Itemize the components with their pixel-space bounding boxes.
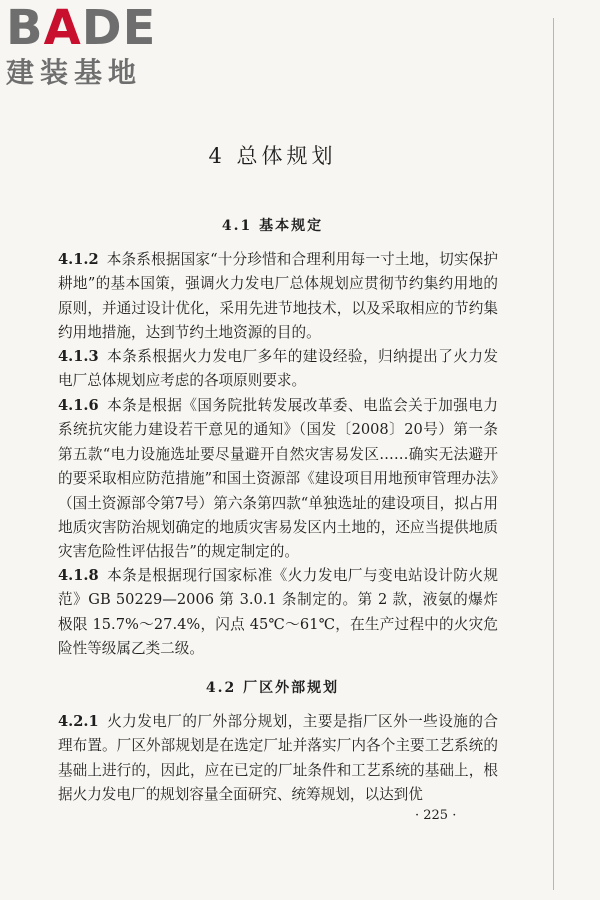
clause-text: 火力发电厂的厂外部分规划，主要是指厂区外一些设施的合理布置。厂区外部规划是在选定厂址并落实厂内各个主要工艺系统的基础上进行的，因此，应在已定的厂址条件和工艺系统的基础上，根据火力发电厂的规划容量全面研究、统筹规划，以达到优 [58,713,498,804]
clause-number: 4.1.3 [58,348,99,365]
clause-text: 本条是根据现行国家标准《火力发电厂与变电站设计防火规范》GB 50229—2006 第 3.0.1 条制定的。第 2 款，液氨的爆炸极限 15.7%～27.4%，闪点 45℃～61℃，在生产过程中的火灾危险性等级属乙类二级。 [58,567,498,658]
clause-number: 4.1.2 [58,251,99,268]
brand-subtitle: 建装基地 [6,56,143,89]
clause-number: 4.1.6 [58,397,99,414]
section-title-4-1: 4.1 基本规定 [221,218,324,234]
clause-text: 本条是根据《国务院批转发展改革委、电监会关于加强电力系统抗灾能力建设若干意见的通知》（国发〔2008〕20号）第一条第五款“电力设施选址要尽量避开自然灾害易发区……确实无法避开的要采取相应防范措施”和国土资源部《建设项目用地预审管理办法》（国土资源部令第7号）第六条第四款“单独选址的建设项目，拟占用地质灾害防治规划确定的地质灾害易发区内土地的，还应当提供地质灾害危险性评估报告”的规定制定的。 [58,397,498,561]
clause-number: 4.2.1 [58,713,99,730]
paragraph-4-1-6 [58,394,498,565]
paragraph-4-1-8 [58,564,498,662]
page-edge-divider [553,18,554,890]
paragraph-4-2-1 [58,710,498,808]
section-title-4-2: 4.2 厂区外部规划 [205,680,340,696]
paragraph-4-1-2 [58,248,498,346]
brand-wordmark: BADE [6,0,157,56]
paragraph-4-1-3 [58,345,498,394]
page-number: · 225 · [415,808,457,823]
clause-number: 4.1.8 [58,567,99,584]
clause-text: 本条系根据火力发电厂多年的建设经验，归纳提出了火力发电厂总体规划应考虑的各项原则要求。 [58,348,498,390]
clause-text: 本条系根据国家“十分珍惜和合理利用每一寸土地，切实保护耕地”的基本国策，强调火力发电厂总体规划应贯彻节约集约用地的原则，并通过设计优化，采用先进节地技术，以及采取相应的节约集约用地措施，达到节约土地资源的目的。 [58,251,498,342]
chapter-title: 4 总体规划 [208,144,337,168]
brand-accent-letter: A [43,0,82,56]
brand-logo [6,2,176,90]
